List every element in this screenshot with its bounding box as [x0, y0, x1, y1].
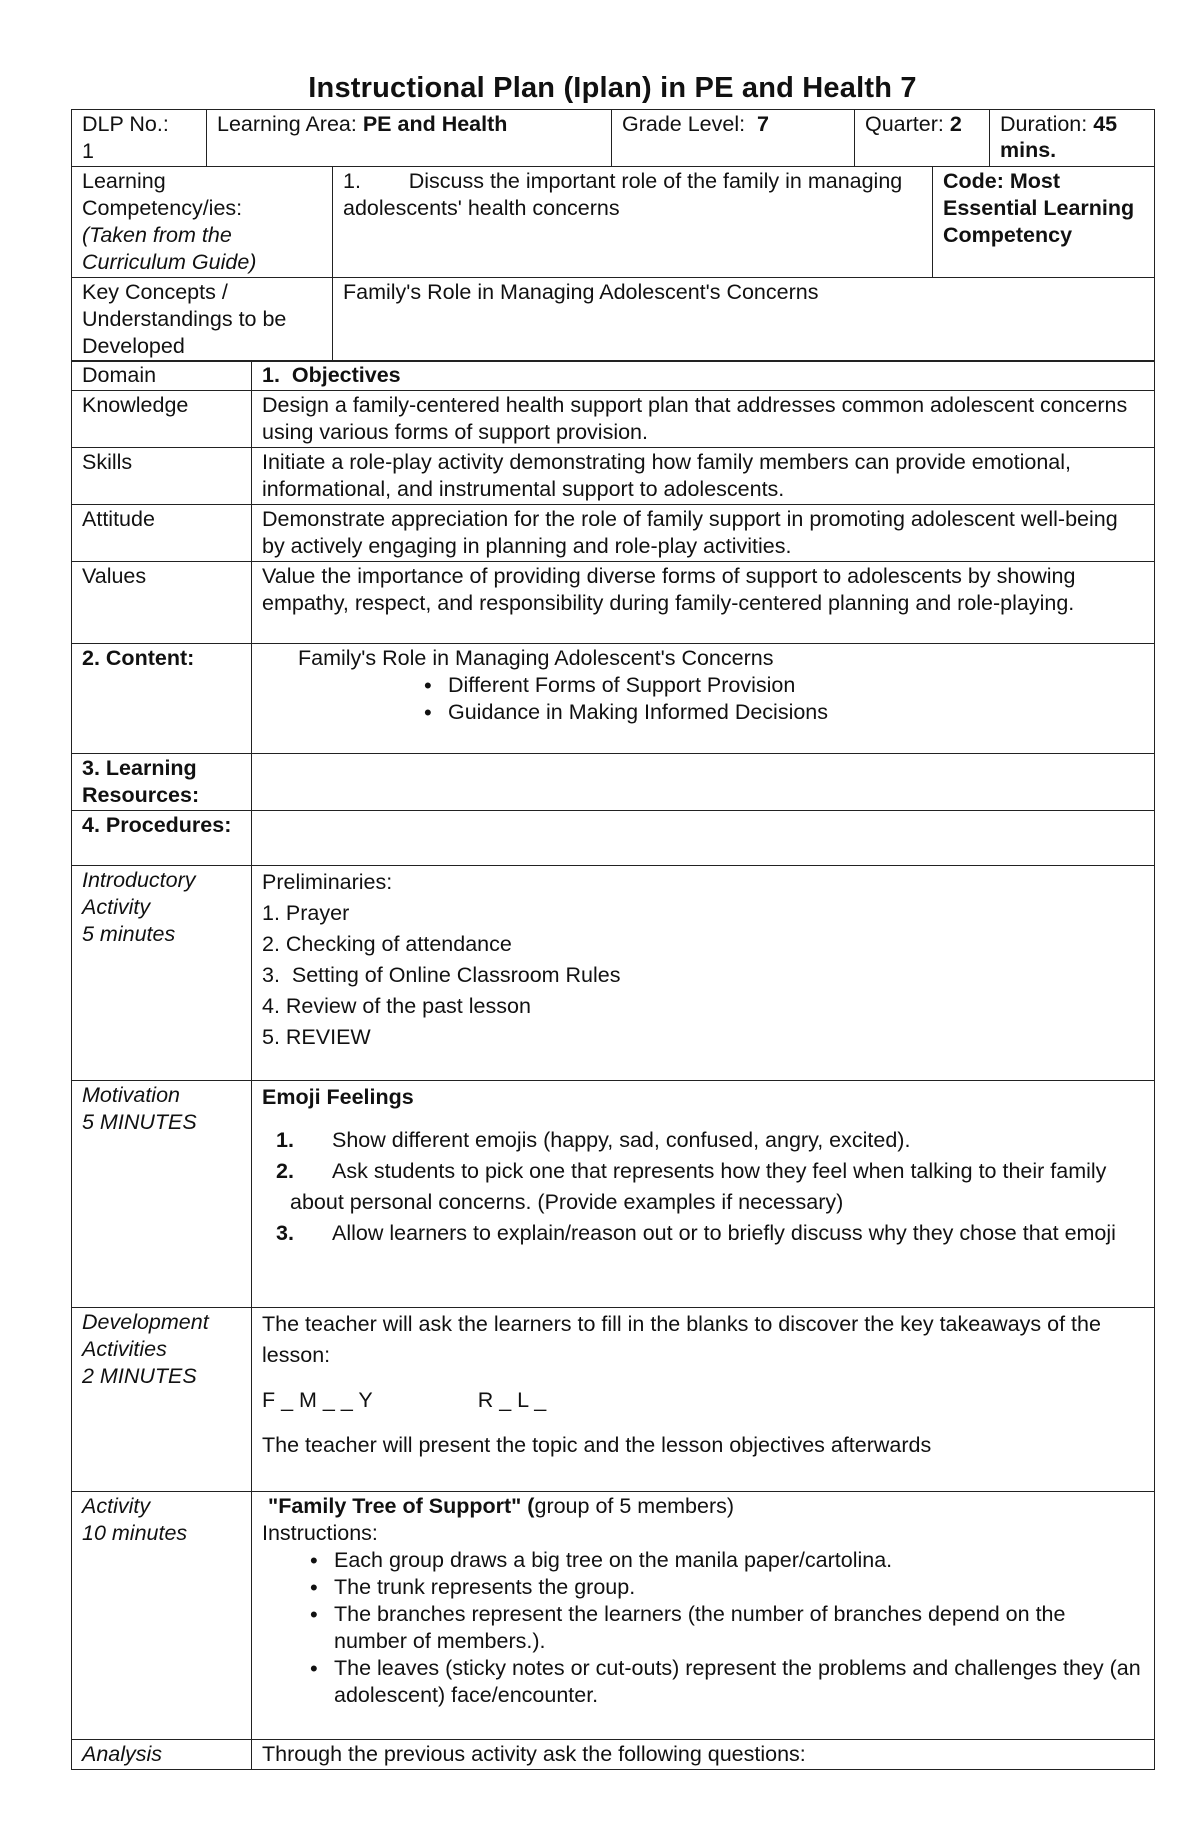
activity-instruction-item: • Each group draws a big tree on the manila paper/cartolina.	[298, 1547, 1144, 1574]
learning-area-label: Learning Area:	[217, 112, 363, 136]
objectives-heading: 1. Objectives	[262, 363, 401, 387]
analysis-label: Analysis	[82, 1742, 163, 1766]
motivation-heading: Emoji Feelings	[262, 1085, 414, 1109]
knowledge-label: Knowledge	[82, 393, 189, 417]
procedures-label: 4. Procedures:	[82, 813, 232, 837]
knowledge-label-cell	[72, 391, 252, 448]
introductory-label-cell	[72, 866, 252, 1081]
motivation-label: Motivation	[82, 1083, 180, 1107]
preliminary-item: 2. Checking of attendance	[262, 932, 512, 956]
plan-table	[71, 360, 1155, 1770]
document-title: Instructional Plan (Iplan) in PE and Health 7	[308, 72, 917, 104]
development-text: The teacher will ask the learners to fill in the blanks to discover the key takeaways of the lesson:	[262, 1312, 1101, 1367]
domain-label: Domain	[82, 363, 157, 387]
analysis-label-cell	[72, 1740, 252, 1770]
attitude-label: Attitude	[82, 507, 155, 531]
development-label-cell	[72, 1308, 252, 1492]
skills-text-cell	[252, 448, 1155, 505]
motivation-time: 5 MINUTES	[82, 1110, 197, 1134]
preliminary-item: 4. Review of the past lesson	[262, 994, 531, 1018]
activity-instruction-item: • The leaves (sticky notes or cut-outs) represent the problems and challenges they (an adolescent) face/encounter.	[298, 1655, 1144, 1709]
activity-instruction-item: • The trunk represents the group.	[298, 1574, 1144, 1601]
motivation-list	[262, 1125, 1144, 1249]
knowledge-text: Design a family-centered health support plan that addresses common adolescent concerns using various forms of support provision.	[262, 393, 1128, 444]
competency-text-cell	[333, 166, 933, 277]
content-cell	[252, 644, 1155, 754]
blank-family: F _ M _ _ Y	[262, 1388, 373, 1412]
blank-role: R _ L _	[477, 1388, 547, 1412]
content-item: • Guidance in Making Informed Decisions	[412, 699, 1144, 726]
learning-area-cell	[207, 110, 612, 167]
skills-text: Initiate a role-play activity demonstrating how family members can provide emotional, informational, and instrumental support to adolescents.	[262, 450, 1072, 501]
analysis-cell	[252, 1740, 1155, 1770]
analysis-text: Through the previous activity ask the following questions:	[262, 1742, 806, 1766]
procedures-cell	[252, 811, 1155, 866]
activity-label-cell	[72, 1492, 252, 1740]
content-list	[262, 672, 1144, 726]
values-text-cell	[252, 562, 1155, 644]
fill-in-blanks	[262, 1385, 1144, 1416]
activity-cell	[252, 1492, 1155, 1740]
competency-code-cell	[933, 166, 1155, 277]
competency-code: Code: Most Essential Learning Competency	[943, 168, 1135, 247]
values-text: Value the importance of providing diverse forms of support to adolescents by showing empathy, respect, and responsibility during family-centered planning and role-playing.	[262, 564, 1076, 615]
attitude-label-cell	[72, 505, 252, 562]
dlp-label: DLP No.:	[82, 112, 169, 136]
content-label: 2. Content:	[82, 646, 195, 670]
motivation-item: 2. Ask students to pick one that represents how they feel when talking to their family about personal concerns. (Provide examples if necessary)	[276, 1159, 1107, 1214]
key-concepts-text-cell	[333, 277, 1155, 361]
competency-text: 1. Discuss the important role of the family in managing adolescents' health concerns	[343, 168, 909, 220]
duration-label: Duration:	[1000, 112, 1094, 136]
activity-title: "Family Tree of Support" (	[268, 1494, 535, 1518]
motivation-item: 3. Allow learners to explain/reason out or to briefly discuss why they chose that emoji	[276, 1221, 1116, 1245]
grade-level-label: Grade Level:	[622, 112, 758, 136]
procedures-label-cell	[72, 811, 252, 866]
content-title: Family's Role in Managing Adolescent's Concerns	[298, 646, 774, 670]
skills-label-cell	[72, 448, 252, 505]
domain-label-cell	[72, 361, 252, 391]
activity-title-rest: group of 5 members)	[534, 1494, 735, 1518]
activity-time: 10 minutes	[82, 1521, 188, 1545]
development-time: 2 MINUTES	[82, 1364, 197, 1388]
quarter-cell	[855, 110, 990, 167]
grade-level-cell	[612, 110, 855, 167]
development-label: Development Activities	[82, 1310, 209, 1361]
duration-value: 45 mins.	[1000, 112, 1118, 162]
key-concepts-label-cell	[72, 277, 333, 361]
introductory-label: Introductory Activity	[82, 868, 196, 919]
motivation-item: 1. Show different emojis (happy, sad, confused, angry, excited).	[276, 1128, 911, 1152]
introductory-cell	[252, 866, 1155, 1081]
introductory-time: 5 minutes	[82, 922, 176, 946]
preliminary-item: 5. REVIEW	[262, 1025, 371, 1049]
preliminaries-heading: Preliminaries:	[262, 870, 393, 894]
competency-label: Learning Competency/ies:	[82, 168, 243, 220]
activity-instructions-label: Instructions:	[262, 1521, 378, 1545]
attitude-text: Demonstrate appreciation for the role of family support in promoting adolescent well-being by actively engaging in planning and role-play activities.	[262, 507, 1118, 558]
activity-instructions	[262, 1547, 1144, 1709]
activity-instruction-item: • The branches represent the learners (the number of branches depend on the number of members.).	[298, 1601, 1144, 1655]
grade-level-value: 7	[757, 112, 770, 136]
resources-label: 3. Learning Resources:	[82, 756, 200, 807]
content-label-cell	[72, 644, 252, 754]
competency-table	[71, 166, 1155, 362]
activity-title-line	[262, 1493, 1144, 1520]
quarter-label: Quarter:	[865, 112, 950, 136]
resources-label-cell	[72, 754, 252, 811]
attitude-text-cell	[252, 505, 1155, 562]
development-followup: The teacher will present the topic and the lesson objectives afterwards	[262, 1433, 932, 1457]
knowledge-text-cell	[252, 391, 1155, 448]
content-item: • Different Forms of Support Provision	[412, 672, 1144, 699]
development-cell	[252, 1308, 1155, 1492]
values-label-cell	[72, 562, 252, 644]
motivation-label-cell	[72, 1081, 252, 1308]
dlp-value: 1	[82, 139, 94, 163]
preliminary-item: 3. Setting of Online Classroom Rules	[262, 963, 621, 987]
motivation-cell	[252, 1081, 1155, 1308]
activity-label: Activity	[82, 1494, 151, 1518]
values-label: Values	[82, 564, 147, 588]
competency-source-label: (Taken from the Curriculum Guide)	[82, 222, 257, 274]
objectives-heading-cell	[252, 361, 1155, 391]
learning-area-value: PE and Health	[362, 112, 508, 136]
quarter-value: 2	[949, 112, 962, 136]
duration-cell	[990, 110, 1155, 167]
competency-label-cell	[72, 166, 333, 277]
key-concepts-text: Family's Role in Managing Adolescent's Concerns	[343, 279, 819, 304]
dlp-cell	[72, 110, 207, 167]
skills-label: Skills	[82, 450, 133, 474]
header-table	[71, 109, 1155, 167]
key-concepts-label: Key Concepts / Understandings to be Developed	[82, 279, 287, 358]
resources-cell	[252, 754, 1155, 811]
document	[71, 72, 1154, 1770]
preliminary-item: 1. Prayer	[262, 901, 350, 925]
